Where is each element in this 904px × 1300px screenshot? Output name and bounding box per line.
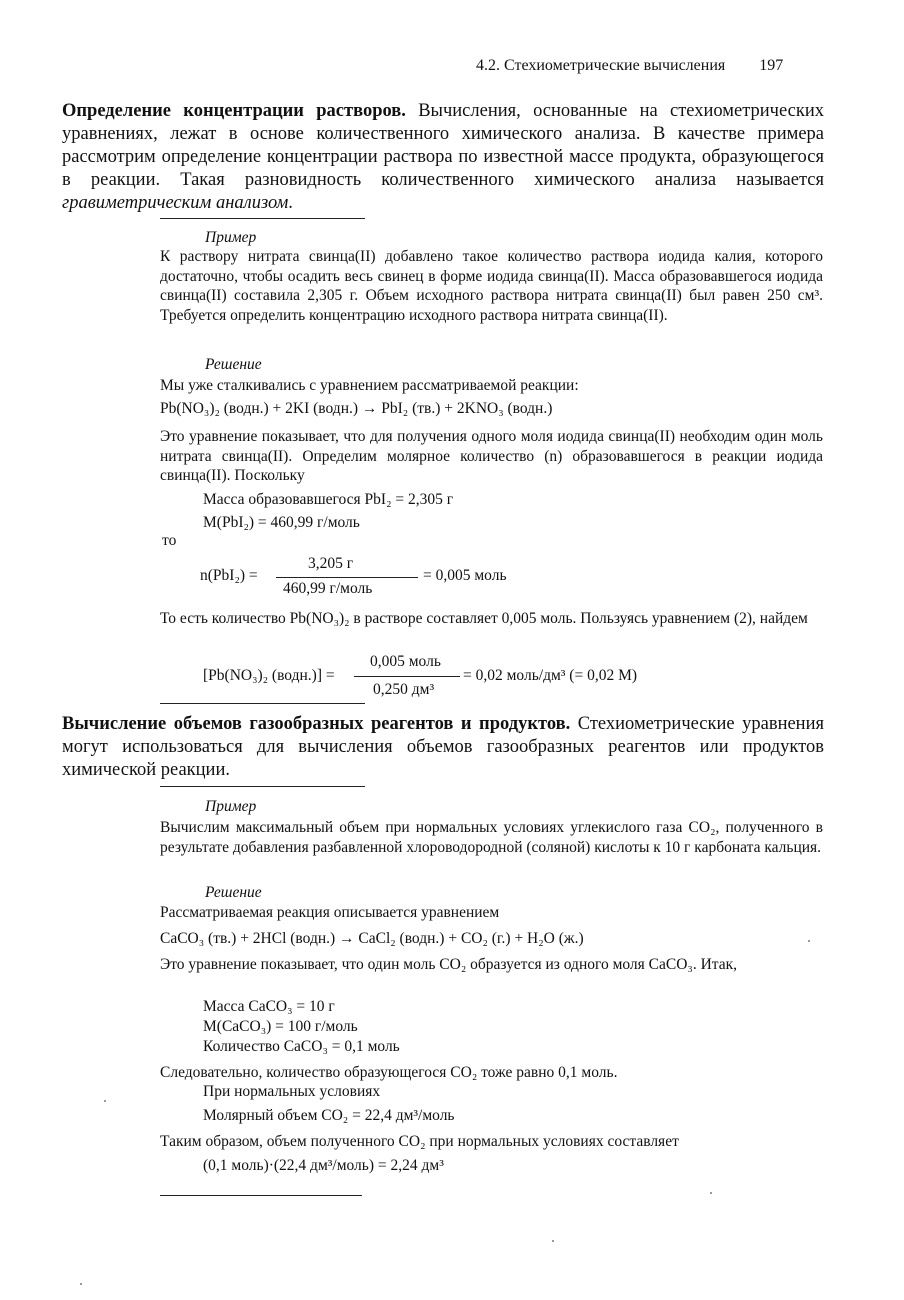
- run-in-heading-2: Вычисление объемов газообразных реагентов и продуктов.: [62, 714, 571, 734]
- solution-conclusion: То есть количество Pb(NO₃)₂ в растворе составляет 0,005 моль. Пользуясь уравнением (2), найдем: [160, 610, 808, 627]
- solution-label: Решение: [205, 356, 262, 373]
- then-word: то: [162, 532, 177, 549]
- reaction-equation: Pb(NO₃)₂ (водн.) + 2KI (водн.) → PbI₂ (тв.) + 2KNO₃ (водн.): [160, 400, 553, 417]
- c-denominator: 0,250 дм³: [373, 681, 435, 698]
- n-lhs: n(PbI₂) =: [200, 567, 258, 584]
- running-header: [476, 57, 783, 75]
- solution2-label: Решение: [205, 884, 262, 901]
- scan-speck: [104, 1100, 106, 1102]
- solution2-explanation: Это уравнение показывает, что один моль CO₂ образуется из одного моля CaCO₃. Итак,: [160, 956, 738, 973]
- example-bottom-rule: [160, 703, 365, 704]
- example2-problem: Вычислим максимальный объем при нормальных условиях углекислого газа CO₂, полученного в результате добавления разбавленной хлороводородной (соляной) кислоты к 10 г карбоната кальция.: [160, 819, 823, 856]
- n-fraction-bar: [276, 577, 418, 578]
- example-problem: К раствору нитрата свинца(II) добавлено такое количество раствора иодида калия, которого достаточно, чтобы осадить весь свинец в форме иодида свинца(II). Масса образовавшегося иодида свинца(II) составила 2,305 г. Объем исходного раствора нитрата свинца(II) был равен 250 см³. Требуется определить концентрацию исходного раствора нитрата свинца(II).: [160, 248, 823, 324]
- n-numerator: 3,205 г: [308, 555, 354, 572]
- n-rhs: = 0,005 моль: [423, 567, 507, 584]
- therefore-line: Следовательно, количество образующегося CO₂ тоже равно 0,1 моль.: [160, 1064, 618, 1081]
- n-denominator: 460,99 г/моль: [283, 580, 373, 597]
- paragraph-text: Вычисления, основанные на стехиометрических уравнениях, лежат в основе количественного химического анализа. В качестве примера рассмотрим определение концентрации раствора по известной массе продукта, образующегося в реакции. Такая разновидность количественного химического анализа называется: [62, 101, 824, 190]
- given-mass: Масса CaCO₃ = 10 г: [203, 998, 335, 1015]
- c-rhs: = 0,02 моль/дм³ (= 0,02 М): [463, 667, 638, 684]
- c-lhs: [Pb(NO₃)₂ (водн.)] =: [203, 667, 335, 684]
- normal-conditions: При нормальных условиях: [203, 1083, 381, 1100]
- molar-mass-line: M(PbI₂) = 460,99 г/моль: [203, 514, 360, 531]
- paragraph-text-2: Стехиометрические уравнения могут использоваться для вычисления объемов газообразных реагентов или продуктов химической реакции.: [62, 714, 824, 780]
- c-fraction-bar: [354, 676, 460, 677]
- solution-explanation: Это уравнение показывает, что для получения одного моля иодида свинца(II) необходим один моль нитрата свинца(II). Определим молярное количество (n) образовавшегося в реакции иодида свинца(II). Поскольку: [160, 428, 823, 484]
- scan-speck: [808, 940, 810, 942]
- molar-volume-line: Молярный объем CO₂ = 22,4 дм³/моль: [203, 1107, 455, 1124]
- scan-speck: [552, 1240, 554, 1242]
- result-line: (0,1 моль)·(22,4 дм³/моль) = 2,24 дм³: [203, 1157, 444, 1174]
- example2-bottom-rule: [160, 1195, 362, 1196]
- given-molar-mass: M(CaCO₃) = 100 г/моль: [203, 1018, 358, 1035]
- run-in-heading: Определение концентрации растворов.: [62, 101, 406, 121]
- page-number: 197: [759, 57, 784, 74]
- scan-speck: [80, 1283, 82, 1285]
- example-top-rule: [160, 218, 365, 219]
- paragraph-end: .: [288, 193, 293, 213]
- solution-intro: Мы уже сталкивались с уравнением рассматриваемой реакции:: [160, 377, 579, 394]
- scan-speck: [710, 1192, 712, 1194]
- example-label: Пример: [205, 229, 257, 246]
- example2-label: Пример: [205, 798, 257, 815]
- c-numerator: 0,005 моль: [370, 653, 441, 670]
- term-gravimetric: гравиметрическим анализом: [62, 193, 289, 213]
- solution2-intro: Рассматриваемая реакция описывается уравнением: [160, 904, 500, 921]
- given-amount: Количество CaCO₃ = 0,1 моль: [203, 1038, 400, 1055]
- paragraph-concentration: [62, 100, 824, 215]
- example2-top-rule: [160, 786, 365, 787]
- mass-line: Масса образовавшегося PbI₂ = 2,305 г: [203, 491, 454, 508]
- paragraph-gas-volumes: [62, 713, 824, 782]
- thus-line: Таким образом, объем полученного CO₂ при нормальных условиях составляет: [160, 1133, 679, 1150]
- reaction-equation-2: CaCO₃ (тв.) + 2HCl (водн.) → CaCl₂ (водн.) + CO₂ (г.) + H₂O (ж.): [160, 930, 584, 947]
- section-title: 4.2. Стехиометрические вычисления: [476, 57, 726, 74]
